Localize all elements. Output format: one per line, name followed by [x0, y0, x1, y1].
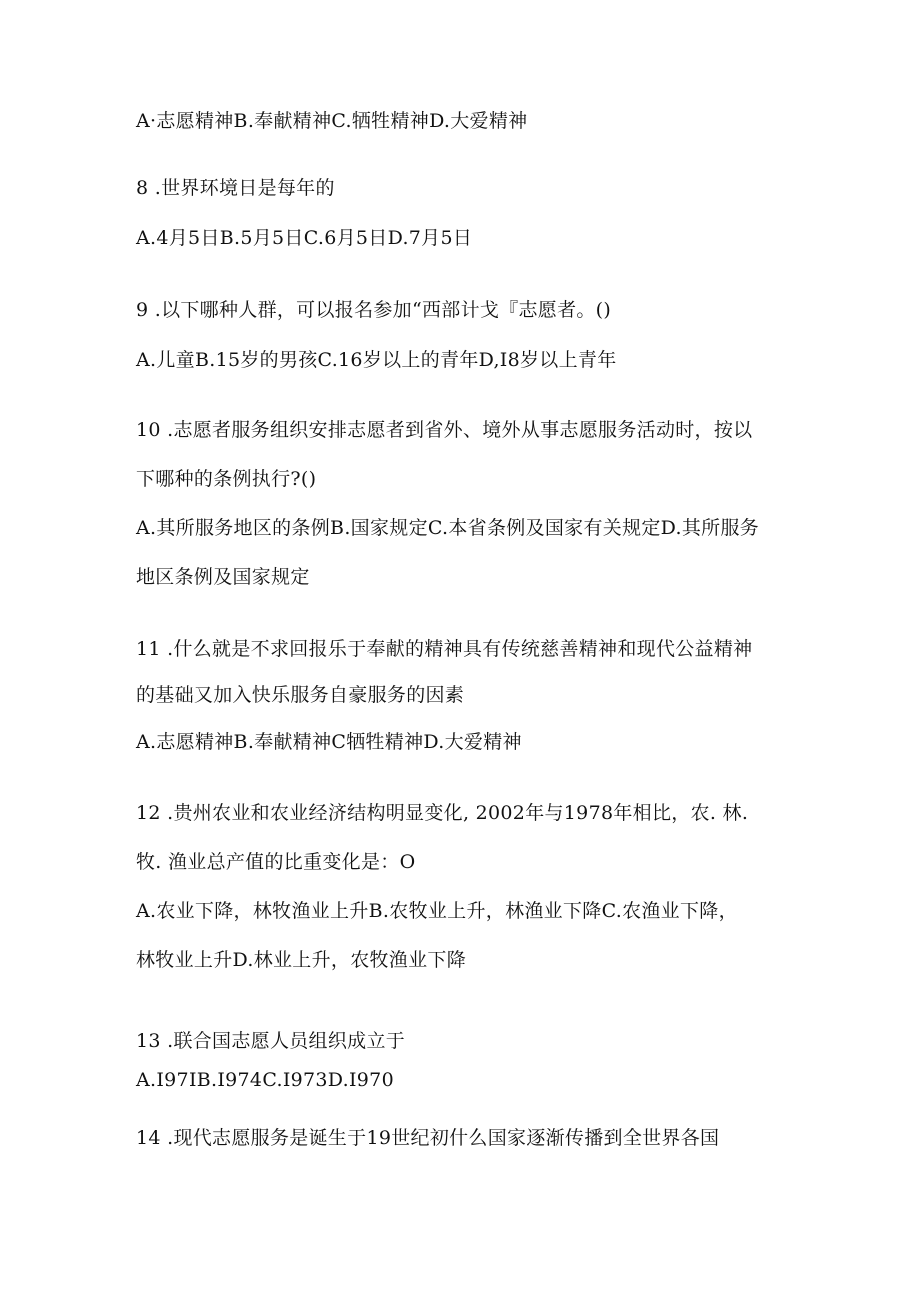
q10-question-line1: 10 .志愿者服务组织安排志愿者到省外、境外从事志愿服务活动时，按以 [136, 419, 753, 441]
q10-options-line2: 地区条例及国家规定 [136, 566, 310, 588]
q12-question-line1: 12 .贵州农业和农业经济结构明显变化, 2002年与1978年相比，农. 林. [136, 802, 749, 824]
q10-question-line2: 下哪种的条例执行?() [136, 468, 317, 490]
q10-options-line1: A.其所服务地区的条例B.国家规定C.本省条例及国家有关规定D.其所服务 [136, 517, 760, 539]
q8-question: 8 .世界环境日是每年的 [136, 177, 335, 199]
q7-options: A·志愿精神B.奉献精神C.牺牲精神D.大爱精神 [136, 110, 528, 132]
q14-question: 14 .现代志愿服务是诞生于19世纪初什么国家逐渐传播到全世界各国 [136, 1127, 720, 1149]
q9-options: A.儿童B.15岁的男孩C.16岁以上的青年D,I8岁以上青年 [136, 349, 617, 371]
q13-options: A.I97IB.I974C.I973D.I970 [136, 1069, 394, 1091]
q13-question: 13 .联合国志愿人员组织成立于 [136, 1030, 406, 1052]
q12-options-line2: 林牧业上升D.林业上升，农牧渔业下降 [136, 949, 466, 971]
q12-options-line1: A.农业下降，林牧渔业上升B.农牧业上升，林渔业下降C.农渔业下降， [136, 900, 738, 922]
q11-question-line2: 的基础又加入快乐服务自豪服务的因素 [136, 684, 465, 706]
q8-options: A.4月5日B.5月5日C.6月5日D.7月5日 [136, 227, 473, 249]
q11-question-line1: 11 .什么就是不求回报乐于奉献的精神具有传统慈善精神和现代公益精神 [136, 638, 753, 660]
q12-question-line2: 牧. 渔业总产值的比重变化是：O [136, 851, 416, 873]
q9-question: 9 .以下哪种人群，可以报名参加“西部计戈『志愿者。() [136, 299, 612, 321]
q11-options: A.志愿精神B.奉献精神C牺牲精神D.大爱精神 [136, 731, 522, 753]
